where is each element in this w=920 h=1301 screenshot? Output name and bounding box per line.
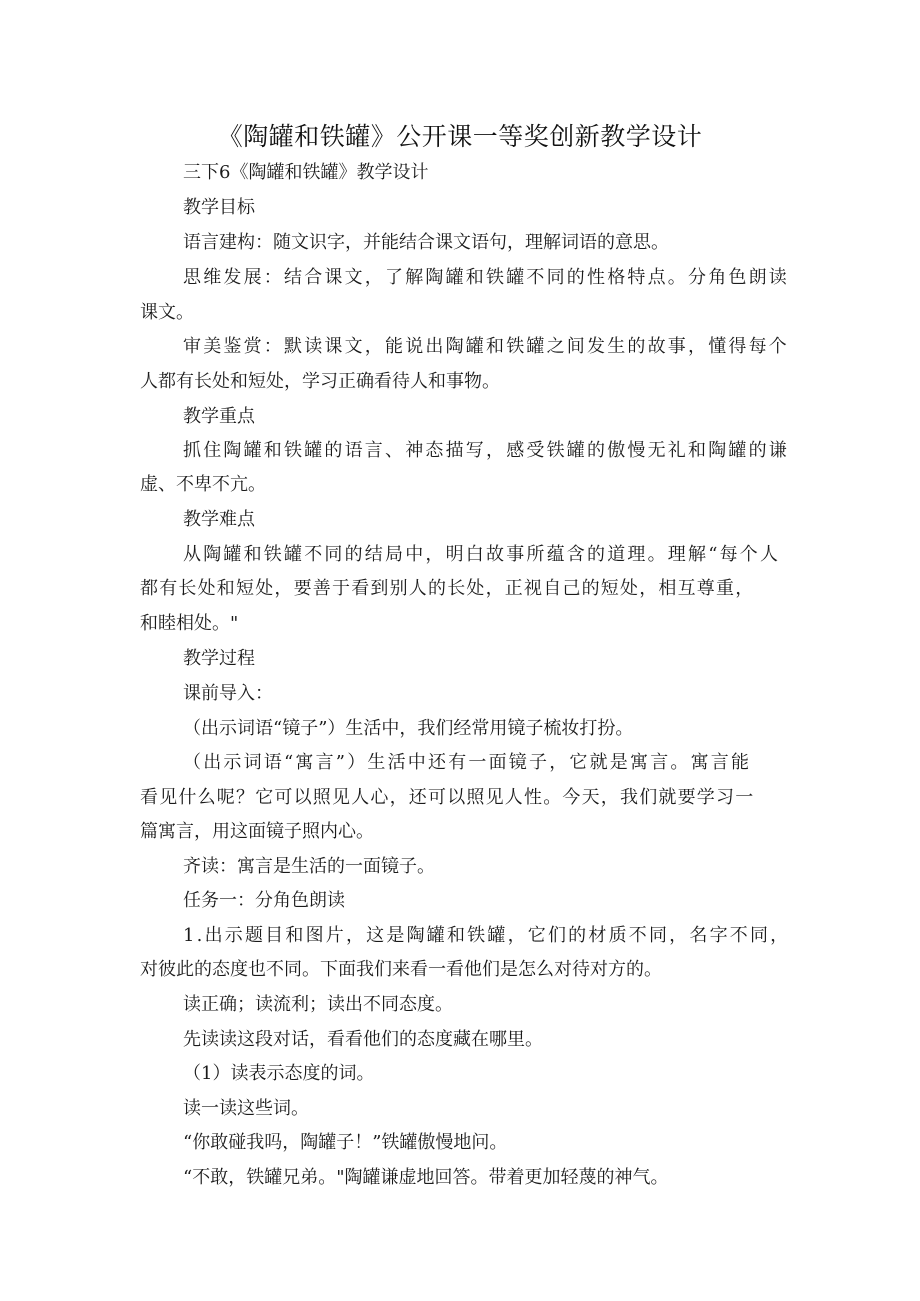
paragraph-line: 课文。 (140, 302, 194, 323)
document-title: 《陶罐和铁罐》公开课一等奖创新教学设计 (217, 122, 703, 151)
paragraph-line: （出示词语“寓言”）生活中还有一面镜子，它就是寓言。寓言能 (183, 752, 752, 773)
paragraph-line: 虚、不卑不亢。 (140, 474, 266, 495)
paragraph-line: 对彼此的态度也不同。下面我们来看一看他们是怎么对待对方的。 (140, 959, 662, 980)
paragraph-line: 篇寓言，用这面镜子照内心。 (140, 821, 374, 842)
heading-task-one: 任务一：分角色朗读 (183, 890, 345, 911)
dialogue-line: “你敢碰我吗，陶罐子！”铁罐傲慢地问。 (183, 1132, 508, 1153)
heading-teaching-goals: 教学目标 (183, 197, 255, 218)
paragraph-line: 人都有长处和短处，学习正确看待人和事物。 (140, 371, 500, 392)
subtitle-line: 三下6《陶罐和铁罐》教学设计 (183, 162, 429, 183)
paragraph-line: （1）读表示态度的词。 (183, 1063, 375, 1084)
paragraph-line: 和睦相处。" (140, 613, 239, 634)
paragraph-line: 读一读这些词。 (183, 1098, 309, 1119)
paragraph-line: 齐读：寓言是生活的一面镜子。 (183, 856, 435, 877)
paragraph-line: 都有长处和短处，要善于看到别人的长处，正视自己的短处，相互尊重， (140, 578, 755, 599)
paragraph-line: 先读读这段对话，看看他们的态度藏在哪里。 (183, 1029, 543, 1050)
heading-pre-class: 课前导入： (183, 683, 273, 704)
paragraph-line: 看见什么呢？它可以照见人心，还可以照见人性。今天，我们就要学习一 (140, 787, 755, 808)
paragraph-line: 思维发展：结合课文，了解陶罐和铁罐不同的性格特点。分角色朗读 (183, 267, 789, 288)
paragraph-line: 1.出示题目和图片，这是陶罐和铁罐，它们的材质不同，名字不同， (183, 925, 791, 946)
heading-key-points: 教学重点 (183, 406, 255, 427)
paragraph-line: （出示词语“镜子”）生活中，我们经常用镜子梳妆打扮。 (183, 718, 634, 739)
heading-teaching-process: 教学过程 (183, 648, 255, 669)
paragraph-line: 语言建构：随文识字，并能结合课文语句，理解词语的意思。 (183, 232, 669, 253)
paragraph-line: 审美鉴赏：默读课文，能说出陶罐和铁罐之间发生的故事，懂得每个 (183, 336, 789, 357)
heading-difficulties: 教学难点 (183, 509, 255, 530)
dialogue-line: “不敢，铁罐兄弟。"陶罐谦虚地回答。带着更加轻蔑的神气。 (183, 1167, 669, 1188)
paragraph-line: 读正确；读流利；读出不同态度。 (183, 994, 453, 1015)
paragraph-line: 从陶罐和铁罐不同的结局中，明白故事所蕴含的道理。理解“每个人 (183, 544, 781, 565)
paragraph-line: 抓住陶罐和铁罐的语言、神态描写，感受铁罐的傲慢无礼和陶罐的谦 (183, 440, 789, 461)
